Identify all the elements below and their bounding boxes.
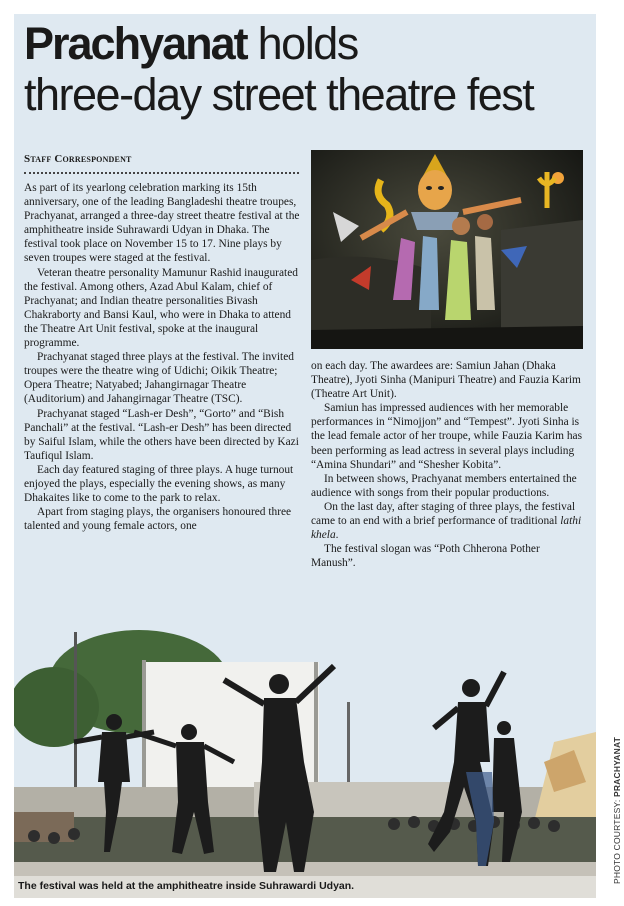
paragraph: As part of its yearlong celebration marking its 15th anniversary, one of the leading Bangladeshi theatre troupes, Prachyanat, arranged a three-day street theatre festival at the amphitheatre inside Suhrawardi Udyan in Dhaka. The festival took place on November 15 to 17. Nine plays by seven troupes were staged at the festival. xyxy=(24,182,300,265)
paragraph-text: On the last day, after staging of three plays, the festival came to an end with a brief performance of traditional xyxy=(311,500,576,528)
paragraph: Samiun has impressed audiences with her memorable performances in “Nimojjon” and “Tempest”. Jyoti Sinha is the lead female actor of her troupe, while Fauzia Karim has been performing as lead actress in several plays including “Amina Shundari” and “Shesher Kobita”. xyxy=(311,402,583,471)
headline xyxy=(24,18,533,120)
paragraph: Veteran theatre personality Mamunur Rashid inaugurated the festival. Among others, Azad Abul Kalam, chief of Prachyanat; and Indian theatre personalities Bivash Chakraborty and Bansi Kaul, who were in Dhaka to attend the Theatre Art Unit festival, spoke at the inaugural programme. xyxy=(24,266,298,350)
headline-bold: Prachyanat xyxy=(24,18,247,69)
newspaper-page xyxy=(14,14,596,898)
byline: Staff Correspondent xyxy=(24,153,132,165)
top-photo-puppet-performance xyxy=(311,150,583,349)
paragraph-text-end: . xyxy=(335,529,339,542)
photo-caption: The festival was held at the amphitheatre inside Suhrawardi Udyan. xyxy=(18,880,355,892)
main-photo-street-performance xyxy=(14,612,596,898)
street-performance-illustration xyxy=(14,612,596,898)
photo-credit-label: PHOTO COURTESY: xyxy=(612,797,622,884)
byline-divider xyxy=(24,172,299,174)
article-column-2 xyxy=(311,359,587,570)
headline-rest: holds xyxy=(257,18,358,69)
paragraph: In between shows, Prachyanat members entertained the audience with songs from their popular productions. xyxy=(311,472,577,499)
photo-credit xyxy=(612,737,622,884)
paragraph: The festival slogan was “Poth Chherona Pother Manush”. xyxy=(311,543,540,570)
paragraph: on each day. The awardees are: Samiun Jahan (Dhaka Theatre), Jyoti Sinha (Manipuri Theatre) and Fauzia Karim (Theatre Art Unit). xyxy=(311,360,581,401)
puppet-photo-illustration xyxy=(311,150,583,349)
paragraph xyxy=(311,500,587,542)
photo-credit-name: PRACHYANAT xyxy=(612,736,622,798)
paragraph-italic-text: lathi khela xyxy=(311,515,582,542)
article-column-1 xyxy=(24,181,302,533)
headline-line2: three-day street theatre fest xyxy=(24,69,534,120)
paragraph: Apart from staging plays, the organisers honoured three talented and young female actors, one xyxy=(24,506,292,533)
paragraph: Prachyanat staged “Lash-er Desh”, “Gorto” and “Bish Panchali” at the festival. “Lash-er Desh” has been directed by Saiful Islam, while the others have been directed by Kazi Taufiqul Islam. xyxy=(24,407,299,462)
paragraph: Each day featured staging of three plays. A huge turnout enjoyed the plays, especially the evening shows, as many Dhakaites like to come to the park to relax. xyxy=(24,463,294,505)
paragraph: Prachyanat staged three plays at the festival. The invited troupes were the theatre wing of Udichi; Oikik Theatre; Opera Theatre; Natyabed; Jahangirnagar Theatre (Auditorium) and Jahangirnagar Theatre (TSC). xyxy=(24,351,294,406)
